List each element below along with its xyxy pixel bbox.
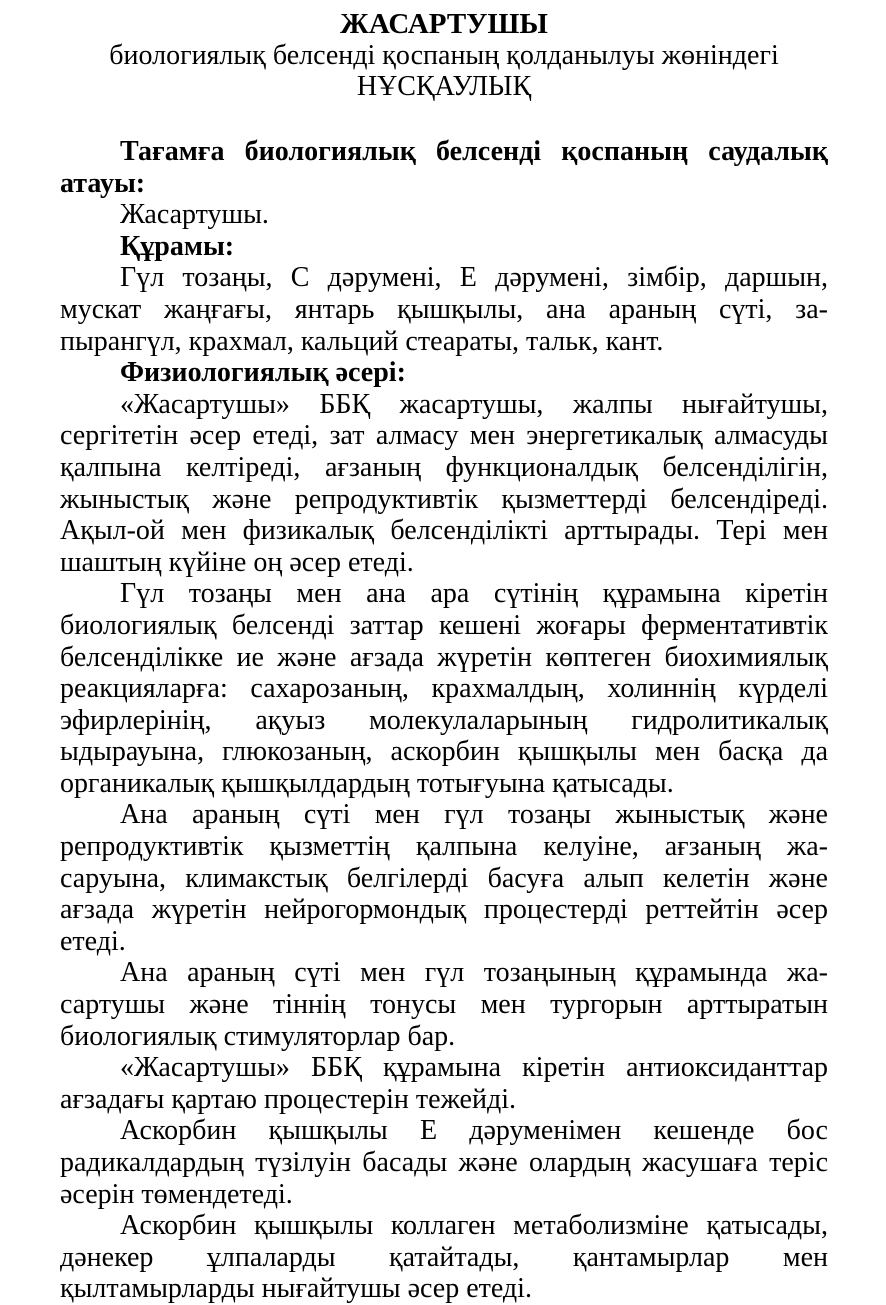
composition-text: Гүл тозаңы, С дәрумені, Е дәрумені, зімбір, даршын, мускат жаңғағы, янтарь қышқылы, ана араның сүті, запырангүл, крахмал, кальций стеараты, тальк, кант. <box>60 262 828 357</box>
effect-paragraph: Аскорбин қышқылы коллаген метаболизміне қатысады, дәнекер ұлпаларды қатайтады, қантамырлар мен қылтамырларды нығайтушы әсер етеді. <box>60 1210 828 1305</box>
effect-paragraph: Ана араның сүті мен гүл тозаңы жыныстық және репродуктивтік қызметтің қалпына келуіне, ағзаның жасаруына, климакстық белгілерді басуға алып келетін және ағзада жүретін нейрогормондық процестерді реттейтін әсер етеді. <box>60 799 828 957</box>
trade-name-value: Жасартушы. <box>120 199 269 231</box>
trade-name-heading: Тағамға биологиялық белсенді қоспаның саудалық атауы: <box>60 136 828 199</box>
physiological-effect-heading: Физиологиялық әсері: <box>120 357 406 389</box>
document-type: НҰСҚАУЛЫҚ <box>356 71 532 102</box>
effect-paragraph: Аскорбин қышқылы Е дәруменімен кешенде бос радикалдардың түзілуін басады және олардың жасушаға теріс әсерін төмендетеді. <box>60 1115 828 1210</box>
instruction-page <box>60 8 828 1305</box>
effect-paragraph: «Жасартушы» ББҚ құрамына кіретін антиоксиданттар ағзадағы қартаю процестерін тежейді. <box>60 1052 828 1115</box>
composition-heading: Құрамы: <box>120 230 235 262</box>
effect-paragraph: «Жасартушы» ББҚ жасартушы, жалпы нығайтушы, сергітетін әсер етеді, зат алмасу мен энергетикалық алмасуды қалпына келтіреді, ағзаның функционалдық белсенділігін, жыныстық және репродуктивтік қызметтерді белсендіреді. Ақыл-ой мен физикалық белсенділікті арттырады. Тері мен шаштың күйіне оң әсер етеді. <box>60 388 828 578</box>
effect-paragraph: Гүл тозаңы мен ана ара сүтінің құрамына кіретін биологиялық белсенді заттар кешені жоғары ферментативтік белсенділікке ие және ағзада жүретін көптеген биохимиялық реакцияларға: сахарозаның, крахмалдың, холиннің күрделі эфирлерінің, ақуыз молекулаларының гидролитикалық ыдырауына, глюкозаның, аскорбин қышқылы мен басқа да органикалық қышқылдардың тотығуына қатысады. <box>60 578 828 799</box>
effect-paragraph: Ана араның сүті мен гүл тозаңының құрамында жасартушы және тіннің тонусы мен тургорын арттыратын биологиялық стимуляторлар бар. <box>60 957 828 1052</box>
document-subtitle: биологиялық белсенді қоспаның қолданылуы жөніндегі <box>109 40 779 71</box>
document-title: ЖАСАРТУШЫ <box>340 8 548 40</box>
